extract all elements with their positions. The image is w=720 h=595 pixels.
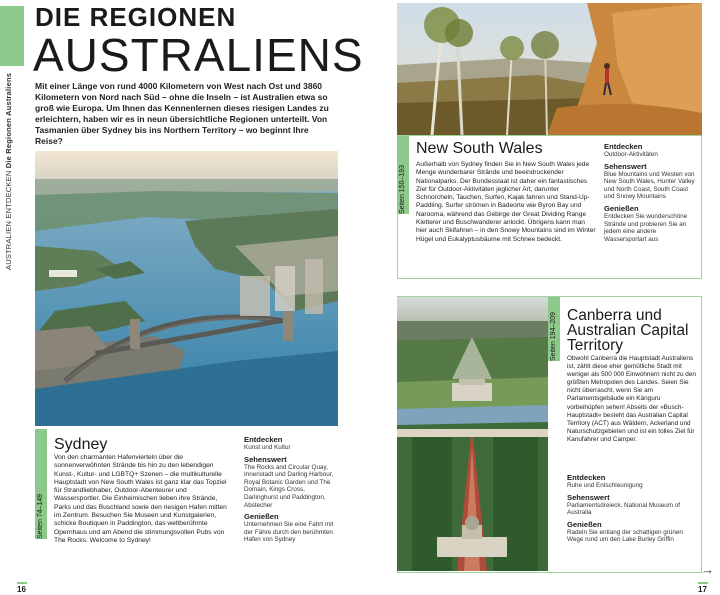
right-page — [363, 0, 720, 595]
next-page-arrow-icon[interactable]: → — [701, 562, 714, 577]
page-title-line2: AUSTRALIENS — [33, 29, 364, 81]
page-number-bar-left — [17, 582, 27, 584]
nsw-body: Außerhalb von Sydney finden Sie in New South Wales jede Menge wunderbarer Strände und beeindruckender Nationalparks. Der Bundesstaat ist daher ein fantastisches Ziel für Outdoor-Aktivitäten jeglicher Art, darunter Schnorcheln, Tauchen, Surfen, Kajak fahren und Stand-Up-Paddling. Surfer strömen in Badeorte wie Byron Bay und Narooma, während das Gebirge der Great Dividing Range Kletterer und Buschwanderer anlockt. Übrigens kann man hier auch Skifahren – in den Snowy Mountains sind im Winter Hügel und Eukalyptusbäume mit Schnee bedeckt. — [416, 161, 596, 243]
sydney-entdecken: Kunst und Kultur — [244, 444, 291, 451]
nsw-pages-tab — [397, 136, 409, 214]
sydney-title: Sydney — [54, 436, 108, 453]
sydney-sehenswert-heading: Sehenswert — [244, 454, 287, 464]
nsw-sehenswert: Blue Mountains und Westen von New South Wales, Hunter Valley und North Coast, South Coast und Snowy Mountains — [604, 170, 695, 201]
sydney-pages: Seiten 74–149 — [37, 493, 44, 539]
page-number-bar-right — [698, 582, 708, 584]
sydney-pages-tab — [35, 429, 47, 539]
act-body: Obwohl Canberra die Hauptstadt Australiens ist, zählt diese eher gemütliche Stadt mit weniger als 500 000 Einwohnern nicht zu den größten Metropolen des Landes. Seien Sie nicht überrascht, wenn Sie am Parlamentsgebäude ein Känguru vorbeihüpfen sehen! Abseits der »Busch-Hauptstadt« besteht das Australian Capital Territory (ACT) aus Wäldern, Ackerland und Naturschutzgebieten und ist ein tolles Ziel für Kanufahrer und Camper. — [567, 355, 696, 443]
act-title: Canberra und Australian Capital Territory — [567, 307, 689, 354]
nsw-mountains-photo — [397, 3, 702, 135]
act-pages-tab — [548, 297, 560, 361]
act-sehenswert-heading: Sehenswert — [567, 492, 610, 502]
page-number-right: 17 — [698, 585, 707, 594]
act-geniessen-heading: Genießen — [567, 519, 602, 529]
nsw-geniessen-heading: Genießen — [604, 203, 639, 213]
act-info — [567, 473, 698, 544]
section-color-tab — [0, 6, 24, 66]
sydney-sehenswert: The Rocks and Circular Quay, Innenstadt und Darling Harbour, Royal Botanic Garden und The Domain, Kings Cross, Darlinghurst und Paddington, Abstecher — [244, 463, 334, 509]
intro-paragraph: Mit einer Länge von rund 4000 Kilometern von West nach Ost und 3860 Kilometern von Nord nach Süd – ohne die Inseln – ist Australien etwa so groß wie Europa. Um Ihnen das Kennenlernen dieses riesigen Landes zu erleichtern, haben wir es in neun übersichtliche Regionen unterteilt. Von Tasmanien über Sydney bis ins Northern Territory – wo beginnt Ihre Reise? — [35, 81, 329, 146]
act-sehenswert: Parliamentsdreieck, National Museum of Australia — [567, 501, 681, 517]
sydney-body: Von den charmanten Hafenvierteln über die sonnenverwöhnten Strände bis hin zu den lebendigen Kunst-, Kultur- und LGBTQ+ Szenen – die multikulturelle Hauptstadt von New South Wales ist ganz klar das Topziel für Strandliebhaber, Outdoor-Abenteurer und Wassersportler. Die Einheimischen lieben ihre Strände, Parks und das Buschland sowie den riesigen Hafen mitten im Zentrum. Besuchen Sie Museen und Kunstgalerien, schicke Boutiquen in Paddington, das weltberühmte Opernhaus und am Abend die stimmungsvollen Pubs von The Rocks. Welcome to Sydney! — [54, 454, 227, 544]
act-pages: Seiten 194–209 — [550, 311, 557, 361]
section-label: AUSTRALIEN ENTDECKEN — [4, 170, 13, 270]
sydney-info — [244, 435, 340, 544]
page-number-left: 16 — [17, 585, 26, 594]
act-geniessen: Radeln Sie entlang der schattigen grünen Wege rund um den Lake Burley Griffin — [567, 528, 683, 544]
act-entdecken: Ruhe und Entschleunigung — [567, 482, 643, 489]
act-entdecken-heading: Entdecken — [567, 473, 606, 482]
section-label-bold: Die Regionen Australiens — [4, 72, 13, 169]
section-running-header — [4, 70, 18, 270]
nsw-title: New South Wales — [416, 140, 543, 157]
nsw-entdecken-heading: Entdecken — [604, 142, 643, 151]
canberra-aerial-photo — [397, 297, 548, 571]
sydney-geniessen-heading: Genießen — [244, 512, 279, 522]
nsw-info — [604, 142, 698, 243]
sydney-harbour-photo — [35, 151, 338, 426]
nsw-geniessen: Entdecken Sie wunderschöne Strände und probieren Sie an jedem eine andere Wassersportart aus — [604, 212, 688, 243]
page-title-line1: DIE REGIONEN — [35, 2, 237, 32]
nsw-sehenswert-heading: Sehenswert — [604, 161, 647, 171]
sydney-geniessen: Unternehmen Sie eine Fahrt mit der Fähre durch den berühmten Hafen von Sydney — [244, 521, 334, 544]
sydney-entdecken-heading: Entdecken — [244, 435, 283, 444]
nsw-entdecken: Outdoor-Aktivitäten — [604, 151, 658, 158]
nsw-pages: Seiten 150–193 — [399, 164, 406, 214]
